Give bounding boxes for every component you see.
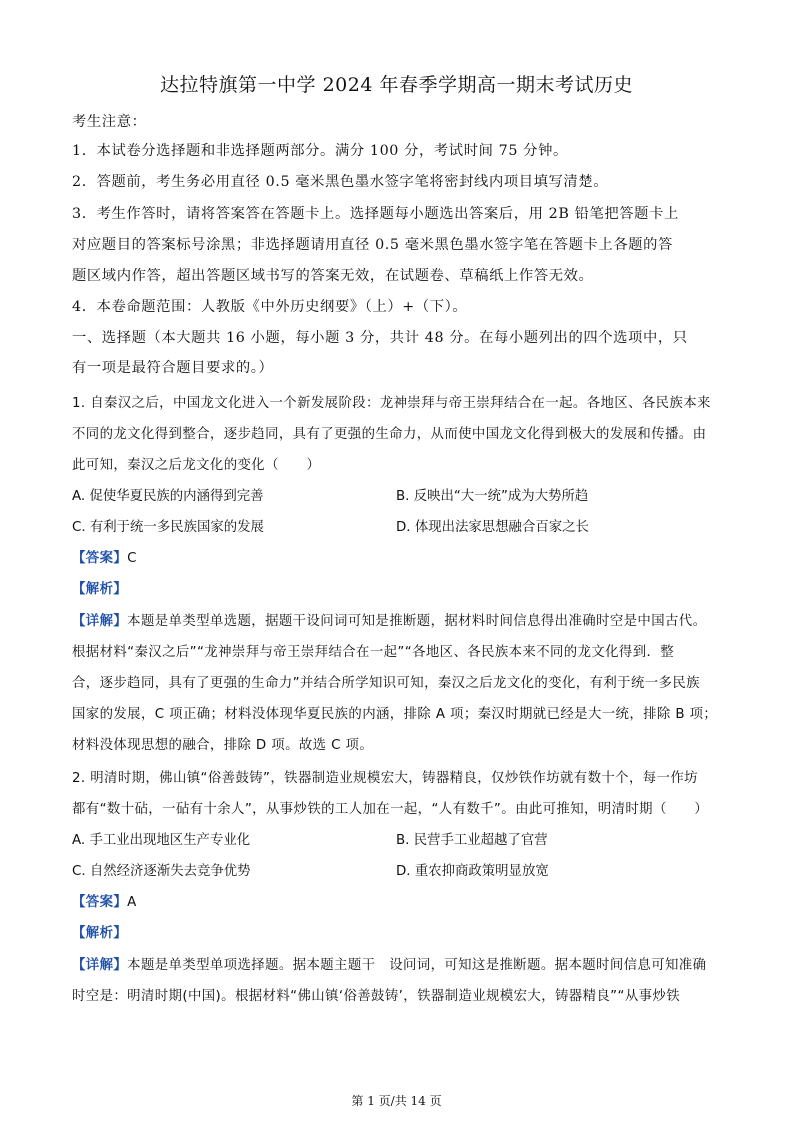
notice-item: 题区域内作答，超出答题区域书写的答案无效，在试题卷、草稿纸上作答无效。: [72, 268, 594, 284]
q2-detail: 时空是：明清时期(中国)。根据材料“佛山镇‘俗善鼓铸’，铁器制造业规模宏大，铸器精良”“从事炒铁: [72, 989, 680, 1004]
notice-item: 3．考生作答时，请将答案答在答题卡上。选择题每小题选出答案后，用 2B 铅笔把答题卡上: [72, 206, 679, 222]
q1-detail: 合，逐步趋同，具有了更强的生命力”并结合所学知识可知，秦汉之后龙文化的变化，有利于统一多民族: [72, 676, 700, 691]
notice-item: 1．本试卷分选择题和非选择题两部分。满分 100 分，考试时间 75 分钟。: [72, 143, 568, 159]
detail-text: 本题是单类型单项选择题。据本题主题干 设问词，可知这是推断题。据本题时间信息可知准确: [127, 958, 707, 973]
q1-detail: [72, 610, 724, 629]
q1-option-c: C. 有利于统一多民族国家的发展: [72, 520, 264, 535]
analysis-tag: 【解析】: [72, 582, 128, 597]
q1-detail: 根据材料“秦汉之后”“龙神崇拜与帝王崇拜结合在一起”“各地区、各民族本来不同的龙文化得到．整: [72, 645, 675, 660]
detail-tag: 【详解】: [72, 958, 128, 973]
q1-answer: [72, 547, 724, 566]
q1-detail: 国家的发展，C 项正确；材料没体现华夏民族的内涵，排除 A 项；秦汉时期就已经是大一统，排除 B 项；: [72, 707, 718, 722]
q2-option-b: B. 民营手工业超越了官营: [396, 833, 548, 848]
q2-option-d: D. 重农抑商政策明显放宽: [396, 864, 549, 879]
q1-option-a: A. 促使华夏民族的内涵得到完善: [72, 489, 264, 504]
page-footer: 第 1 页/共 14 页: [351, 1094, 442, 1108]
q1-option-b: B. 反映出“大一统”成为大势所趋: [396, 489, 589, 504]
answer-tag: 【答案】: [72, 551, 128, 566]
q1-stem: 不同的龙文化得到整合，逐步趋同，具有了更强的生命力，从而使中国龙文化得到极大的发展和传播。由: [72, 427, 707, 442]
q1-detail: 材料没体现思想的融合，排除 D 项。故选 C 项。: [72, 738, 374, 753]
answer-value: A: [127, 895, 137, 910]
q2-answer: [72, 891, 724, 910]
notice-heading: 考生注意：: [72, 114, 147, 130]
q2-option-a: A. 手工业出现地区生产专业化: [72, 833, 251, 848]
section-heading: 一、选择题（本大题共 16 小题，每小题 3 分，共计 48 分。在每小题列出的四个选项中，只: [72, 330, 688, 346]
q1-stem: 此可知，秦汉之后龙文化的变化（ ）: [72, 458, 321, 473]
exam-title: 达拉特旗第一中学 2024 年春季学期高一期末考试历史: [160, 74, 633, 96]
q1-analysis: [72, 578, 724, 597]
analysis-tag: 【解析】: [72, 926, 128, 941]
q1-stem: 1. 自秦汉之后，中国龙文化进入一个新发展阶段：龙神崇拜与帝王崇拜结合在一起。各地区、各民族本来: [72, 396, 711, 411]
q2-detail: [72, 954, 724, 973]
notice-item: 4．本卷命题范围：人教版《中外历史纲要》（上）+（下）。: [72, 299, 468, 315]
notice-item: 对应题目的答案标号涂黑；非选择题请用直径 0.5 毫米黑色墨水签字笔在答题卡上各题的答: [72, 237, 673, 253]
q2-stem: 2. 明清时期，佛山镇“俗善鼓铸”，铁器制造业规模宏大，铸器精良，仅炒铁作坊就有数十个，每一作坊: [72, 771, 698, 786]
q2-analysis: [72, 922, 724, 941]
q1-option-d: D. 体现出法家思想融合百家之长: [396, 520, 589, 535]
detail-text: 本题是单类型单选题，据题干设问词可知是推断题，据材料时间信息得出准确时空是中国古代。: [127, 614, 707, 629]
q2-option-c: C. 自然经济逐渐失去竞争优势: [72, 864, 251, 879]
answer-tag: 【答案】: [72, 895, 128, 910]
section-heading-cont: 有一项是最符合题目要求的。）: [72, 360, 274, 376]
q2-stem: 都有“数十砧，一砧有十余人”，从事炒铁的工人加在一起，“人有数千”。由此可推知，明清时期（ ）: [72, 802, 709, 817]
notice-item: 2．答题前，考生务必用直径 0.5 毫米黑色墨水签字笔将密封线内项目填写清楚。: [72, 174, 609, 190]
detail-tag: 【详解】: [72, 614, 128, 629]
answer-value: C: [127, 551, 137, 566]
